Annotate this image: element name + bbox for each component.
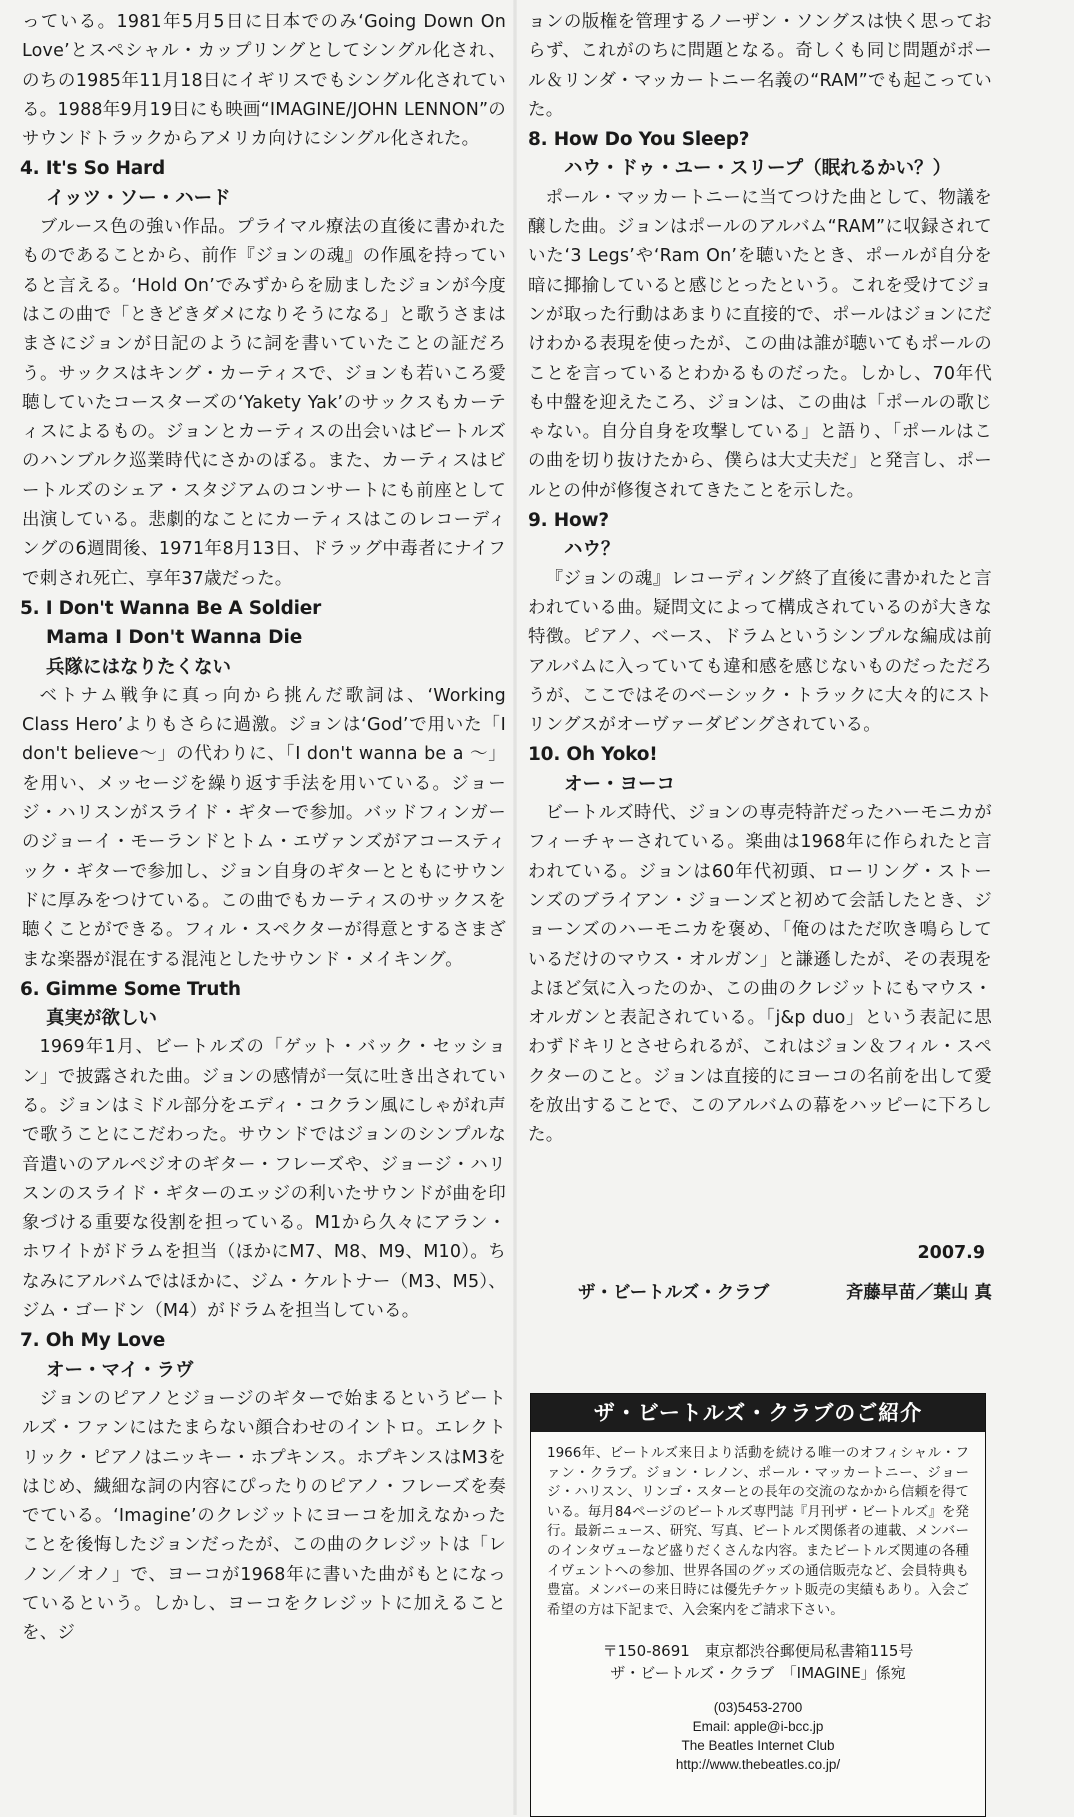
club-email[interactable]: Email: apple@i-bcc.jp: [692, 1719, 824, 1735]
club-url[interactable]: http://www.thebeatles.co.jp/: [675, 1757, 841, 1773]
signature-club: ザ・ビートルズ・クラブ: [578, 1283, 770, 1303]
track-10-body: ビートルズ時代、ジョンの専売特許だったハーモニカがフィーチャーされている。楽曲は1968年に作られたと言われている。ジョンは60年代初頭、ローリング・ストーンズのブライアン・ジョーンズと初めて会話したとき、ジョーンズのハーモニカを褒め、「俺のはただ吹き鳴らしているだけのマウス・オルガン」と謙遜したが、その表現をよほど気に入ったのか、この曲のクレジットにもマウス・オルガンと表記されている。「j&p duo」という表記に思わずドキリとさせられるが、これはジョン＆フィル・スペクターのこと。ジョンは直接的にヨーコの名前を出して愛を放出することで、このアルバムの幕をハッピーに下ろした。: [528, 803, 992, 1146]
track-6-body: 1969年1月、ビートルズの「ゲット・バック・セッション」で披露された曲。ジョンの感情が一気に吐き出されている。ジョンはミドル部分をエディ・コクラン風にしゃがれ声で歌うことにこだわった。サウンドではジョンのシンプルな音遣いのアルペジオのギター・フレーズや、ジョージ・ハリスンのスライド・ギターのエッジの利いたサウンドが曲を印象づける重要な役割を担っている。M1から久々にアラン・ホワイトがドラムを担当（ほかにM7、M8、M9、M10）。ちなみにアルバムではほかに、ジム・ケルトナー（M3、M5）、ジム・ゴードン（M4）がドラムを担当している。: [22, 1037, 506, 1322]
right-column: [528, 0, 992, 1303]
track-7-title: 7. Oh My Love: [20, 1330, 166, 1352]
club-internet-label: The Beatles Internet Club: [681, 1738, 835, 1754]
track-7-body: ジョンのピアノとジョージのギターで始まるというビートルズ・ファンにはたまらない顔合わせのイントロ。エレクトリック・ピアノはニッキー・ホプキンス。ホプキンスはM3をはじめ、繊細な詞の内容にぴったりのピアノ・フレーズを奏でている。‘Imagine’のクレジットにヨーコを加えなかったことを後悔したジョンだったが、この曲のクレジットは「レノン／オノ」で、ヨーコが1968年に書いた曲がもとになっているという。しかし、ヨーコをクレジットに加えることを、ジ: [22, 1388, 506, 1644]
track-8-body: ポール・マッカートニーに当てつけた曲として、物議を醸した曲。ジョンはポールのアルバム“RAM”に収録されていた‘3 Legs’や‘Ram On’を聴いたとき、ポールが自分を暗に揶揄していると感じとったという。これを受けてジョンが取った行動はあまりに直接的で、ポールはジョンにだけわかる表現を使ったが、この曲は誰が聴いてもポールのことを言っているとわかるものだった。しかし、70年代も中盤を迎えたころ、ジョンは、この曲は「ポールの歌じゃない。自分自身を攻撃している」と語り、「ポールはこの曲を切り抜けたから、僕らは大丈夫だ」と発言し、ポールとの仲が修復されてきたことを示した。: [528, 187, 992, 501]
track-5-body: ベトナム戦争に真っ向から挑んだ歌詞は、‘Working Class Hero’よりもさらに過激。ジョンは‘God’で用いた「I don't believe～」の代わりに、「I don't wanna be a ～」を用い、メッセージを繰り返す手法を用いている。ジョージ・ハリスンがスライド・ギターで参加。バッドフィンガーのジョーイ・モーランドとトム・エヴァンズがアコースティック・ギターで参加し、ジョン自身のギターとともにサウンドに厚みをつけている。この曲でもカーティスのサックスを聴くことができる。フィル・スペクターが得意とするさまざまな楽器が混在する混沌としたサウンド・メイキング。: [22, 685, 506, 970]
track-9-title: 9. How?: [528, 510, 609, 532]
track-9-subtitle: ハウ？: [564, 539, 620, 561]
signature-authors: 斉藤早苗／葉山 真: [845, 1283, 992, 1303]
signature-line: [578, 1279, 992, 1304]
club-address: [531, 1640, 985, 1684]
track-6-subtitle: 真実が欲しい: [46, 1008, 158, 1030]
club-box-title: ザ・ビートルズ・クラブのご紹介: [531, 1394, 985, 1432]
left-intro-paragraph: っている。1981年5月5日に日本でのみ‘Going Down On Love’とスペシャル・カップリングとしてシングル化され、のちの1985年11月18日にイギリスでもシングル化されている。1988年9月19日にも映画“IMAGINE/JOHN LENNON”のサウンドトラックからアメリカ向けにシングル化された。: [22, 12, 506, 150]
track-6-title: 6. Gimme Some Truth: [20, 978, 241, 1000]
track-10-title: 10. Oh Yoko!: [528, 744, 658, 766]
club-address-line2: ザ・ビートルズ・クラブ 「IMAGINE」係宛: [610, 1664, 906, 1683]
club-address-line1: 〒150-8691 東京都渋谷郵便局私書箱115号: [602, 1642, 914, 1661]
track-8-title: 8. How Do You Sleep?: [528, 129, 750, 151]
track-5-subtitle: 兵隊にはなりたくない: [46, 656, 232, 678]
track-7-subtitle: オー・マイ・ラヴ: [46, 1359, 194, 1381]
track-4-subtitle: イッツ・ソー・ハード: [46, 187, 231, 209]
track-4-body: ブルース色の強い作品。プライマル療法の直後に書かれたものであることから、前作『ジョンの魂』の作風を持っていると言える。‘Hold On’でみずからを励ましたジョンが今度はこの曲で「ときどきダメになりそうになる」と歌うさまはまさにジョンが日記のように詞を書いていたことの証だろう。サックスはキング・カーティスで、ジョンも若いころ愛聴していたコースターズの‘Yakety Yak’のサックスもカーティスによるもの。ジョンとカーティスの出会いはビートルズのハンブルク巡業時代にさかのぼる。また、カーティスはビートルズのシェア・スタジアムのコンサートにも前座として出演している。悲劇的なことにカーティスはこのレコーディングの6週間後、1971年8月13日、ドラッグ中毒者にナイフで刺され死亡、享年37歳だった。: [22, 217, 506, 589]
club-description: 1966年、ビートルズ来日より活動を続ける唯一のオフィシャル・ファン・クラブ。ジョン・レノン、ポール・マッカートニー、ジョージ・ハリスン、リンゴ・スターとの長年の交流のなかから信頼を得ている。毎月84ページのビートルズ専門誌『月刊ザ・ビートルズ』を発行。最新ニュース、研究、写真、ビートルズ関係者の連載、メンバーのインタヴューなど盛りだくさんな内容。またビートルズ関連の各種イヴェントへの参加、世界各国のグッズの通信販売など、会員特典も豊富。メンバーの来日時には優先チケット販売の実績もあり。入会ご希望の方は下記まで、入会案内をご請求下さい。: [547, 1445, 969, 1618]
page-fold: [513, 0, 517, 1815]
club-info-box: [530, 1393, 986, 1817]
left-column: [0, 0, 506, 1649]
right-intro-paragraph: ョンの版権を管理するノーザン・ソングスは快く思っておらず、これがのちに問題となる。奇しくも同じ問題がポール＆リンダ・マッカートニー名義の“RAM”でも起こっていた。: [528, 12, 992, 120]
track-10-subtitle: オー・ヨーコ: [564, 773, 676, 795]
track-8-subtitle: ハウ・ドゥ・ユー・スリープ（眠れるかい？）: [564, 158, 952, 180]
track-5-title: 5. I Don't Wanna Be A Soldier: [20, 597, 322, 619]
track-4-title: 4. It's So Hard: [20, 158, 165, 180]
track-9-body: 『ジョンの魂』レコーディング終了直後に書かれたと言われている曲。疑問文によって構成されているのが大きな特徴。ピアノ、ベース、ドラムというシンプルな編成は前アルバムに入っていても違和感を感じないものだっただろうが、ここではそのベーシック・トラックに大々的にストリングスがオーヴァーダビングされている。: [528, 568, 992, 736]
signature-date: 2007.9: [917, 1243, 985, 1263]
track-5-title-line2: Mama I Don't Wanna Die: [46, 627, 303, 649]
club-phone: (03)5453-2700: [713, 1700, 803, 1716]
club-contact: [531, 1698, 985, 1774]
